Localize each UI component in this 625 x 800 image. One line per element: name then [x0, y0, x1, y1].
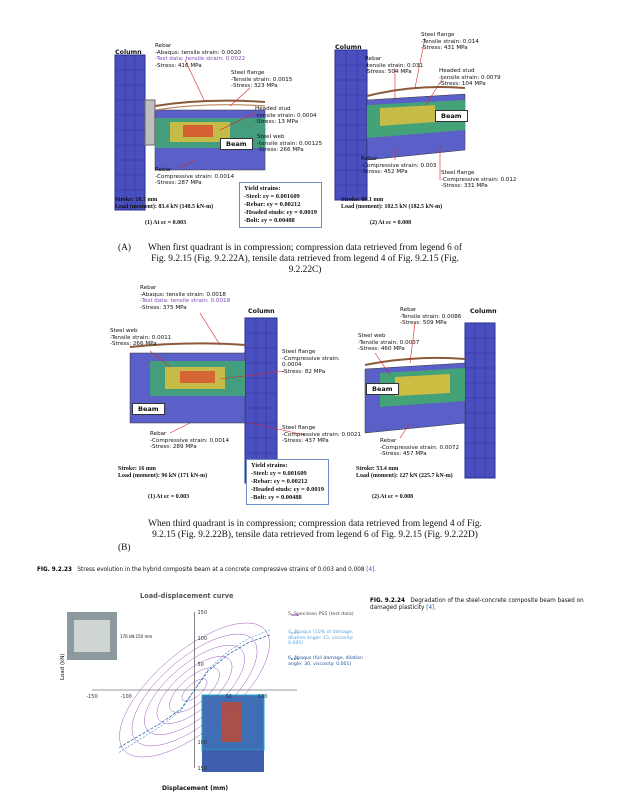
steel-web-annotation: Steel web -Tensile strain: 0.0037 -Stress: 460 MPa: [358, 333, 420, 353]
steel-flange-annotation: Steel flange -Compressive strain: 0.0004 -Stress: 82 MPa: [282, 349, 340, 375]
caption-letter-a: (A): [118, 243, 132, 253]
strain-condition-left: (1) At εc = 0.003: [148, 494, 190, 500]
strain-condition-right: (2) At εc = 0.008: [370, 220, 412, 226]
chart-ylabel: Load (kN): [60, 653, 66, 680]
strain-condition-right: (2) At εc = 0.008: [372, 494, 414, 500]
figure-caption-9-2-24: FIG. 9.2.24 Degradation of the steel-concrete composite beam based on damaged plasticity [4].: [370, 598, 584, 611]
chart-svg: [62, 590, 352, 795]
stroke-load-right: Stroke: 89.1 mm Load (moment): 102.5 kN (182.5 kN-m): [341, 197, 443, 210]
rebar-top-annotation: Rebar -tensile strain: 0.031 -Stress: 504 MPa: [365, 56, 424, 76]
steel-flange-bottom-annotation: Steel flange -Compressive strain: 0.0021 -Stress: 437 MPa: [282, 425, 362, 445]
figure-caption-9-2-23: FIG. 9.2.23 Stress evolution in the hybrid composite beam at a concrete compressive strains of 0.003 and 0.008 [4].: [37, 567, 377, 573]
y-tick-label: 100: [197, 740, 208, 746]
beam-label: Beam: [220, 138, 253, 150]
rebar-bottom-annotation: Rebar -Compressive strain: 0.0014 -Stress: 287 MPa: [155, 167, 235, 187]
fe-inset-detail: [222, 702, 242, 742]
stroke-load-left: Stroke: 16 mm Load (moment): 96 kN (171 kN-m): [118, 466, 208, 479]
legend-series-3: 6. Abaqus (full damage, dilation angle: 30, viscosity: 0.001): [288, 656, 363, 667]
stroke-load-left: Stroke: 18.7 mm Load (moment): 83.4 kN (148.5 kN-m): [115, 197, 214, 210]
steel-flange-annotation: Steel flange -Tensile strain: 0.0015 -Stress: 323 MPa: [231, 70, 293, 90]
figure-b: [110, 283, 520, 513]
headed-stud-annotation: Headed stud -tensile strain: 0.0004 -Stress: 13 MPa: [255, 106, 317, 126]
y-tick-label: 150: [197, 610, 208, 616]
x-tick-label: 100: [258, 694, 268, 700]
beam-label: Beam: [435, 110, 468, 122]
x-tick-label: -150: [86, 694, 98, 700]
rebar-top-annotation: Rebar -Abaqus: tensile strain: 0.0018 -Test data: tensile strain: 0.0018 -Stress: 375 MPa: [140, 285, 231, 311]
column-label: Column: [115, 49, 142, 56]
chart-title: Load-displacement curve: [140, 592, 234, 600]
rebar-bottom-annotation: Rebar -Compressive strain: 0.003 -Stress: 452 MPa: [361, 156, 437, 176]
rebar-bottom-annotation: Rebar -Compressive strain: 0.0014 -Stress: 289 MPa: [150, 431, 230, 451]
y-tick-label: 50: [197, 662, 204, 668]
y-tick-label: 150: [197, 766, 208, 772]
fe-inset-base: [202, 750, 264, 772]
caption-b: When third quadrant is in compression; compression data retrieved from legend 4 of Fig. 9.2.15 (Fig. 9.2.22B), tensile data retrieved from legend 6 of Fig. 9.2.15 (Fig. 9.2.22D): [148, 519, 482, 540]
chart-xlabel: Displacement (mm): [162, 785, 229, 792]
legend-series-1: 5. Specimen PS5 (test data): [288, 612, 354, 617]
steel-web-annotation: Steel web -Tensile strain: 0.0011 -Stress: 266 MPa: [110, 328, 172, 348]
chart-annotation: 176 kN:150 mm: [120, 634, 153, 639]
headed-stud-annotation: Headed stud -tensile strain: 0.0079 -Stress: 104 MPa: [439, 68, 501, 88]
x-tick-label: 50: [225, 694, 232, 700]
caption-a: When first quadrant is in compression; compression data retrieved from legend 6 of Fig. 9.2.15 (Fig. 9.2.22A), tensile data retrieved from legend 4 of Fig. 9.2.15 (Fig. 9.2.22C): [148, 243, 462, 275]
steel-flange-annotation: Steel flange -Tensile strain: 0.014 -Stress: 431 MPa: [421, 32, 479, 52]
legend-series-2: 4. Abaqus (10% of damage, dilation angle: 15, viscosity: 0.005): [288, 630, 354, 647]
beam-label: Beam: [366, 383, 399, 395]
x-tick-label: -100: [120, 694, 132, 700]
caption-letter-b: (B): [118, 543, 131, 553]
beam-label: Beam: [132, 403, 165, 415]
rebar-bottom-annotation: Rebar -Compressive strain: 0.0072 -Stress: 457 MPa: [380, 438, 460, 458]
strain-condition-left: (1) At εc = 0.003: [145, 220, 187, 226]
column-label: Column: [470, 308, 497, 315]
yield-strains-box: Yield strains: -Steel: εy = 0.001609 -Rebar: εy = 0.00212 -Headed studs: εy = 0.0019 -Bolt: εy = 0.00488: [246, 459, 329, 505]
rebar-top-annotation: Rebar -Abaqus: tensile strain: 0.0020 -Test data: tensile strain: 0.0022 -Stress: 416 MPa: [155, 43, 246, 69]
column-label: Column: [248, 308, 275, 315]
steel-web-annotation: Steel web -tensile strain: 0.00125 -Stress: 266 MPa: [257, 134, 323, 154]
stroke-load-right: Stroke: 53.4 mm Load (moment): 127 kN (225.7 kN-m): [356, 466, 453, 479]
yield-strains-box: Yield strains: -Steel: εy = 0.001609 -Rebar: εy = 0.00212 -Headed studs: εy = 0.0019 -Bolt: εy = 0.00488: [239, 182, 322, 228]
steel-flange-bottom-annotation: Steel flange -Compressive strain: 0.012 -Stress: 331 MPa: [441, 170, 517, 190]
rebar-top-annotation: Rebar -Tensile strain: 0.0086 -Stress: 509 MPa: [400, 307, 462, 327]
column-label: Column: [335, 44, 362, 51]
figure-a: [95, 10, 535, 235]
load-displacement-chart: [62, 590, 352, 795]
specimen-photo-detail: [74, 620, 110, 652]
y-tick-label: 100: [197, 636, 208, 642]
